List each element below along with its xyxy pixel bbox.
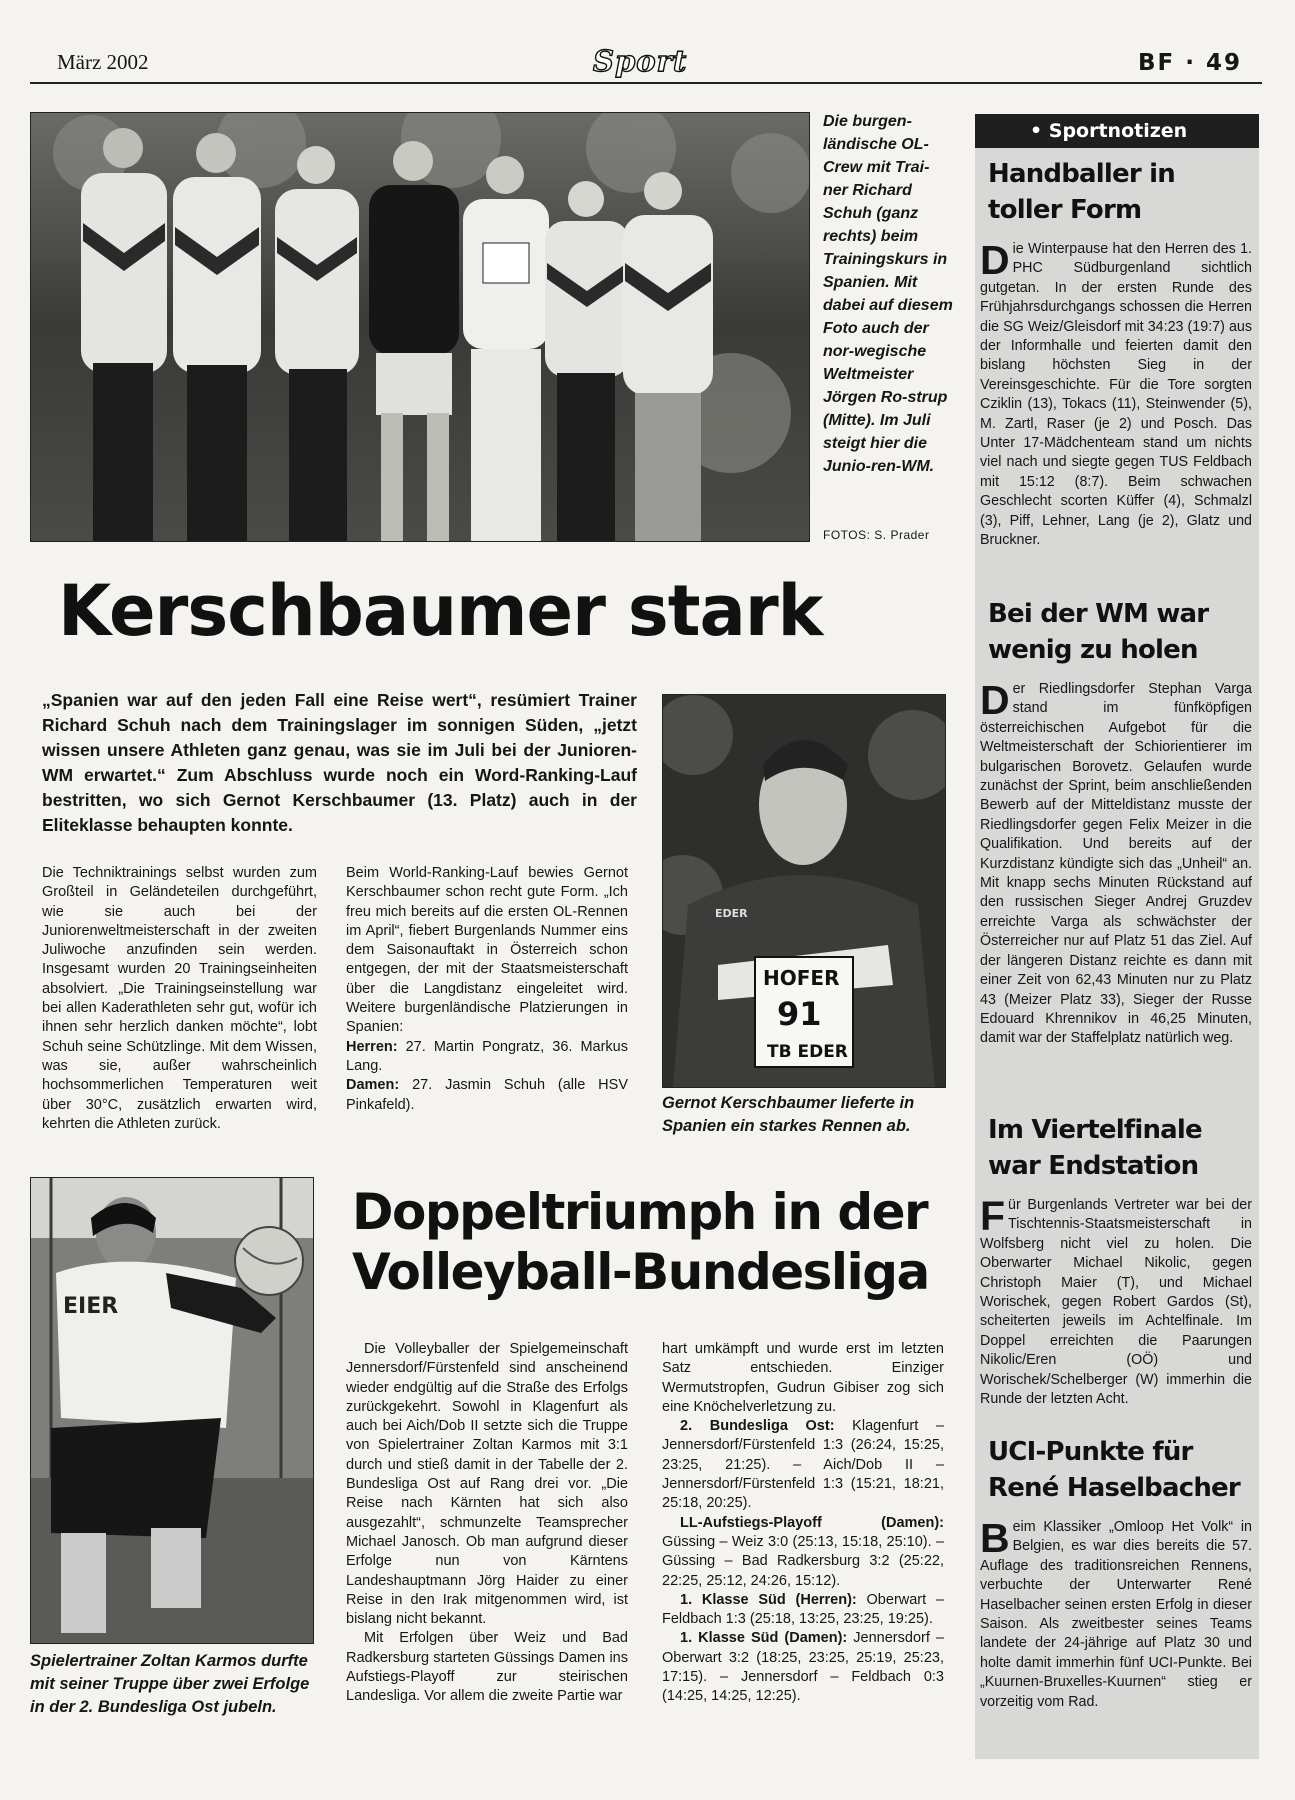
photo-credit: FOTOS: S. Prader [823, 528, 930, 542]
runner-bib-team: TB EDER [767, 1042, 848, 1062]
result-bundesliga-ost [662, 1417, 944, 1513]
article-1-column-1: Die Techniktrainings selbst wurden zum Großteil in Geländeteilen durchgeführt, wie sie auch bei der Juniorenweltmeisterschaft in der zweiten Juliwoche anzufinden sein werden. Insgesamt wurden 20 Trainingseinheiten absolviert. „Die Trainingseinstellung war bei allen Kaderathleten sehr gut, wofür ich ihnen sehr herzlich danken möchte“, lobt Schuh seine Schützlinge. Mit dem Wissen, was sie, außer wahrscheinlich hochsommerlichen Temperaturen weit über 30°C, zusätzlich erwarten wird, kehrten die Athleten zurück. [42, 865, 317, 1132]
top-photo-caption: Die burgen-ländische OL-Crew mit Trai-ner Richard Schuh (ganz rechts) beim Trainingskurs in Spanien. Mit dabei auf diesem Foto auch der nor-wegische Weltmeister Jörgen Ro-strup (Mitte). Im Juli steigt hier die Junio-ren-WM. [823, 113, 953, 475]
results-men-text: 27. Martin Pongratz, 36. Markus Lang. [346, 1038, 628, 1074]
article-1-column-2 [346, 864, 628, 1115]
results-women-text: 27. Jasmin Schuh (alle HSV Pinkafeld). [346, 1077, 628, 1113]
result-klasse-sued-herren-text: Oberwart – Feldbach 1:3 (25:18, 13:25, 23:25, 19:25). [662, 1591, 944, 1628]
result-klasse-sued-damen [662, 1629, 944, 1706]
article-2-column-1 [346, 1340, 628, 1707]
results-men [346, 1038, 628, 1077]
issue-date: März 2002 [57, 50, 149, 74]
section-title: Sport [593, 44, 688, 78]
article-2-column-1-text-a: Die Volleyballer der Spielgemeinschaft Jennersdorf/Fürstenfeld sind anscheinend wieder endgültig auf die Straße des Erfolgs zurückgekehrt. Sowohl in Klagenfurt als auch bei Aich/Dob II setzte sich die Truppe von Spielertrainer Zoltan Karmos mit 3:1 durch und stieß damit in der Tabelle der 2. Bundesliga Ost auf Rang drei vor. „Die Reise nach Kärnten hat sich also ausgezahlt“, schmunzelte Teamsprecher Michael Janosch. Ob man aufgrund dieser Erfolge nun von Kärntens Landeshauptmann Jörg Haider zu einer Reise in den Irak mitgenommen wird, ist bislang nicht bekannt. [346, 1341, 628, 1628]
result-klasse-sued-herren [662, 1591, 944, 1630]
runner-bib-sponsor: HOFER [763, 966, 840, 990]
result-klasse-sued-damen-text: Jennersdorf – Oberwart 3:2 (18:25, 23:25, 25:19, 25:23, 17:15). – Jennersdorf – Feldbach 0:3 (14:25, 14:25, 12:25). [662, 1630, 944, 1705]
result-bundesliga-ost-label: 2. Bundesliga Ost: [680, 1418, 835, 1435]
header-rule [30, 82, 1262, 84]
volleyball-shirt-logo: EIER [63, 1294, 119, 1319]
article-2-headline-line-2: Volleyball-Bundesliga [352, 1243, 929, 1301]
article-2-headline-line-1: Doppeltriumph in der [352, 1183, 928, 1241]
sidebar-item-handball-headline: Handballer in toller Form [988, 159, 1175, 225]
sidebar-item-uci-body: Beim Klassiker „Omloop Het Volk“ in Belgien, es war dies bereits die 57. Auflage des traditionsreichen Rennens, verbuchte der Unterwarter René Haselbacher seinen ersten Erfolg in dieser Saison. Als zweitbester seines Teams landete der 24-jährige auf Platz 30 und holte damit immerhin fünf UCI-Punkte. Bei „Kuurnen-Bruxelles-Kuurnen“ stieg er vorzeitig vom Rad. [980, 1515, 1252, 1710]
team-group-photo [30, 112, 810, 542]
result-ll-playoff-label: LL-Aufstiegs-Playoff (Damen): [680, 1514, 944, 1531]
result-klasse-sued-damen-label: 1. Klasse Süd (Damen): [680, 1630, 848, 1647]
results-women-label: Damen: [346, 1077, 400, 1094]
result-bundesliga-ost-text: Klagenfurt – Jennersdorf/Fürstenfeld 1:3 (26:24, 15:25, 23:25, 21:25). – Aich/Dob II – Jennersdorf/Fürstenfeld 1:3 (15:21, 18:21, 25:18, 20:25). [662, 1418, 944, 1512]
result-ll-playoff-text: Güssing – Weiz 3:0 (25:13, 15:18, 25:10). – Güssing – Bad Radkersburg 3:2 (25:22, 22:25, 25:12, 24:26, 15:12). [662, 1533, 944, 1589]
article-1-lead: „Spanien war auf den jeden Fall eine Reise wert“, resümiert Trainer Richard Schuh nach dem Trainingslager im sonnigen Süden, „jetzt wissen unsere Athleten ganz genau, was sie im Juli bei der Junioren-WM erwartet.“ Zum Abschluss wurde noch ein Word-Ranking-Lauf bestritten, wo sich Gernot Kerschbaumer (13. Platz) auch in der Eliteklasse behaupten konnte. [42, 690, 637, 835]
results-women [346, 1076, 628, 1115]
runner-shirt-logo: EDER [715, 907, 748, 920]
volleyball-photo [30, 1177, 314, 1644]
article-2-headline [352, 1182, 952, 1302]
result-klasse-sued-herren-label: 1. Klasse Süd (Herren): [680, 1591, 857, 1608]
sidebar-item-wm-headline: Bei der WM war wenig zu holen [988, 599, 1209, 665]
sidebar-item-handball-body: Die Winterpause hat den Herren des 1. PHC Südburgenland sichtlich gutgetan. In der ersten Runde des Frühjahrsdurchgangs schossen die Herren die SG Weiz/Gleisdorf mit 34:23 (19:7) aus der Informhalle und feierten damit den bislang höchsten Sieg in der Vereinsgeschichte. Für die Tore sorgten Cziklin (13), Tokacs (11), Steinwender (5), M. Zartl, Raser (je 2) und Posch. Das Unter 17-Mädchenteam stand um nichts viel nach und siegte gegen TUS Feldbach mit 15:12 (8:7). Beim schwachen Geschlecht scorten Küffer (4), Schmalzl (3), Piff, Lehner, Lang (je 2), Glatz und Bruckner. [980, 237, 1252, 549]
sidebar-item-uci-headline: UCI-Punkte für René Haselbacher [988, 1437, 1240, 1503]
article-1-column-2-text: Beim World-Ranking-Lauf bewies Gernot Kerschbaumer schon recht gute Form. „Ich freu mich bereits auf die ersten OL-Rennen im April“, fiebert Burgenlands Nummer eins dem Saisonauftakt in Österreich schon entgegen, der mit der Staatsmeisterschaft über die Langdistanz eingeleitet wird. Weitere burgenländische Platzierungen in Spanien: [346, 865, 628, 1036]
runner-photo-caption: Gernot Kerschbaumer lieferte in Spanien ein starkes Rennen ab. [662, 1094, 915, 1135]
volleyball-photo-caption: Spielertrainer Zoltan Karmos durfte mit seiner Truppe über zwei Erfolge in der 2. Bundesliga Ost jubeln. [30, 1652, 310, 1716]
runner-photo [662, 694, 946, 1088]
sidebar-item-tischtennis-body: Für Burgenlands Vertreter war bei der Tischtennis-Staatsmeisterschaft in Wolfsberg nicht viel zu holen. Die Oberwarter Michael Nikolic, gegen Christoph Maier (T), und Michael Worischek, gegen Robert Gardos (St), scheiterten jeweils im Achtelfinale. Im Doppel erreichten die Paarungen Nikolic/Eren (OÖ) und Worischek/Schelberger (W) immerhin die Runde der letzten Acht. [980, 1193, 1252, 1408]
article-2-column-1-text-b: Mit Erfolgen über Weiz und Bad Radkersburg starteten Güssings Damen ins Aufstiegs-Playoff zur steirischen Landesliga. Vor allem die zweite Partie war [346, 1630, 628, 1705]
article-1-headline: Kerschbaumer stark [58, 570, 823, 652]
result-ll-playoff [662, 1514, 944, 1591]
results-men-label: Herren: [346, 1038, 398, 1055]
runner-bib-number: 91 [777, 995, 822, 1033]
sidebar-item-wm-body: Der Riedlingsdorfer Stephan Varga stand im fünfköpfigen österreichischen Aufgebot für die Weltmeisterschaft der Schiorientierer im bulgarischen Borovetz. Gelaufen wurde zunächst der Sprint, beim anschließenden Bewerb auf der Mitteldistanz musste der Riedlingsdorfer gegen Felix Meizer in die Qualifikation. Und bereits auf der Kurzdistanz kündigte sich das „Unheil“ an. Mit knapp sechs Minuten Rückstand auf den russischen Sieger Andrej Gruzdev erreichte Varga als schwächster der Österreicher nur auf Platz 51 das Ziel. Auf der längeren Distanz reichte es dann mit einer Zeit von 62,43 Minuten nur zu Platz 43 (Meizer Platz 33), Sieger der Russe Edouard Khrennikov in 46,25 Minuten, damit war der Staffelplatz natürlich weg. [980, 677, 1252, 1047]
sidebar-item-tischtennis-headline: Im Viertelfinale war Endstation [988, 1115, 1202, 1181]
page-number: BF · 49 [1138, 50, 1243, 76]
article-2-column-2-text: hart umkämpft und wurde erst im letzten Satz entschieden. Einziger Wermutstropfen, Gudrun Gibiser zog sich eine Knöchelverletzung zu. [662, 1341, 944, 1415]
article-2-column-2 [662, 1340, 944, 1707]
sidebar-title: • Sportnotizen [975, 114, 1259, 148]
